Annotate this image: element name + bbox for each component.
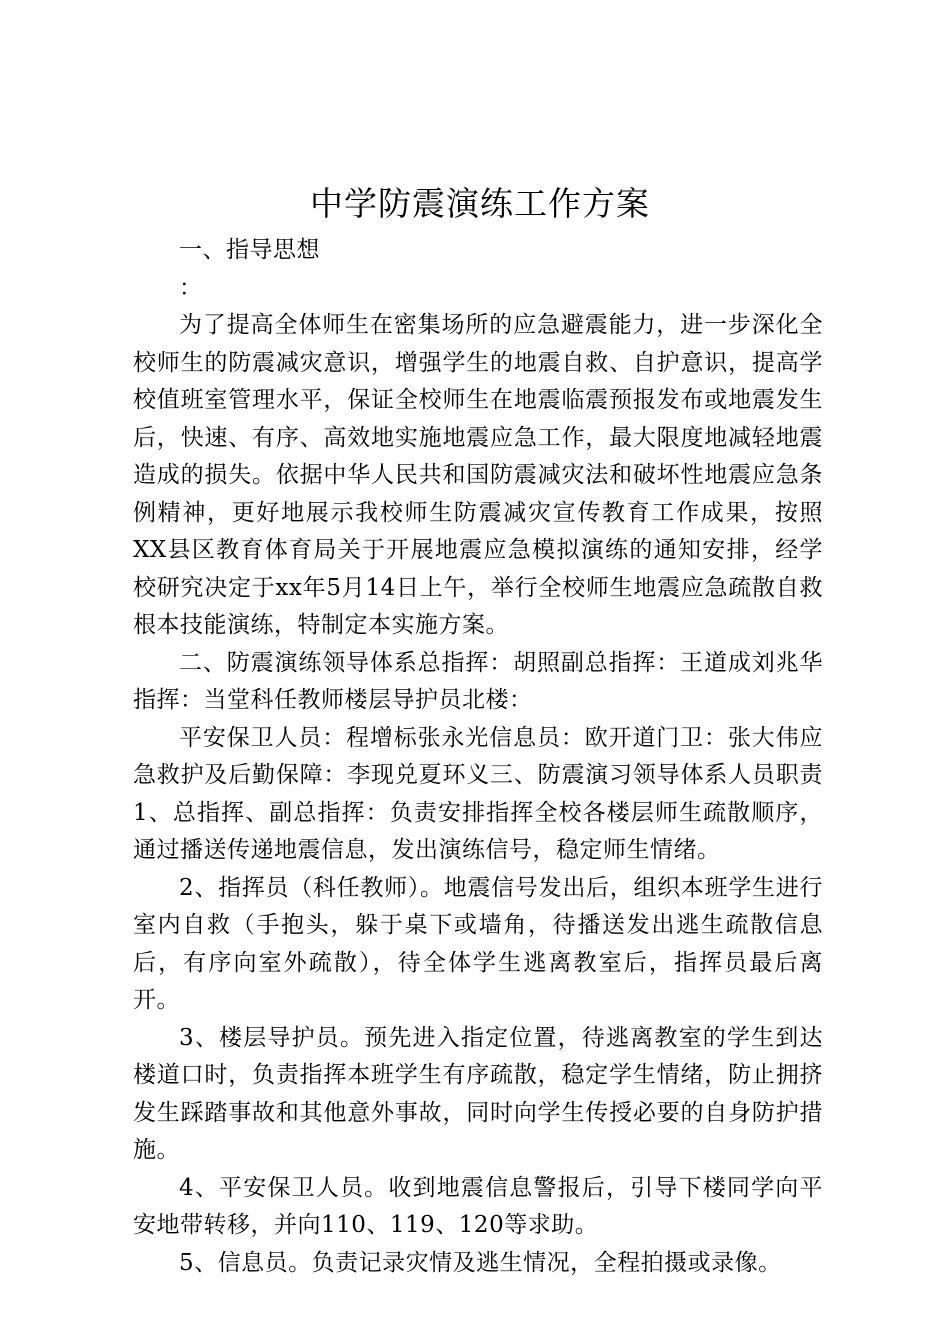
paragraph-security-and-duties: 平安保卫人员：程增标张永光信息员：欧开道门卫：张大伟应急救护及后勤保障：李现兑夏环义三、防震演习领导体系人员职责1、总指挥、副总指挥：负责安排指挥全校各楼层师生疏散顺序，通过播送传递地震信息，发出演练信号，稳定师生情绪。 (133, 724, 823, 863)
document-body (133, 232, 823, 1282)
paragraph-commander: 2、指挥员（科任教师）。地震信号发出后，组织本班学生进行室内自救（手抱头，躲于桌下或墙角，待播送发出逃生疏散信息后，有序向室外疏散），待全体学生逃离教室后，指挥员最后离开。 (133, 874, 823, 1013)
paragraph-information-officer: 5、信息员。负责记录灾情及逃生情况，全程拍摄或录像。 (179, 1249, 782, 1276)
paragraph-purpose: 为了提高全体师生在密集场所的应急避震能力，进一步深化全校师生的防震减灾意识，增强学生的地震自救、自护意识，提高学校值班室管理水平，保证全校师生在地震临震预报发布或地震发生后，快速、有序、高效地实施地震应急工作，最大限度地减轻地震造成的损失。依据中华人民共和国防震减灾法和破坏性地震应急条例精神，更好地展示我校师生防震减灾宣传教育工作成果，按照XX县区教育体育局关于开展地震应急模拟演练的通知安排，经学校研究决定于xx年5月14日上午，举行全校师生地震应急疏散自救根本技能演练，特制定本实施方案。 (133, 312, 823, 638)
document-title: 中学防震演练工作方案 (310, 184, 650, 223)
paragraph-leadership: 二、防震演练领导体系总指挥：胡照副总指挥：王道成刘兆华指挥：当堂科任教师楼层导护员北楼： (133, 649, 823, 713)
section-heading-guiding-ideology: 一、指导思想 (179, 237, 320, 263)
paragraph-security-staff: 4、平安保卫人员。收到地震信息警报后，引导下楼同学向平安地带转移，并向110、119、120等求助。 (133, 1174, 823, 1238)
paragraph-floor-guide: 3、楼层导护员。预先进入指定位置，待逃离教室的学生到达楼道口时，负责指挥本班学生有序疏散，稳定学生情绪，防止拥挤发生踩踏事故和其他意外事故，同时向学生传授必要的自身防护措施。 (133, 1024, 823, 1163)
colon-line: ： (179, 274, 202, 301)
